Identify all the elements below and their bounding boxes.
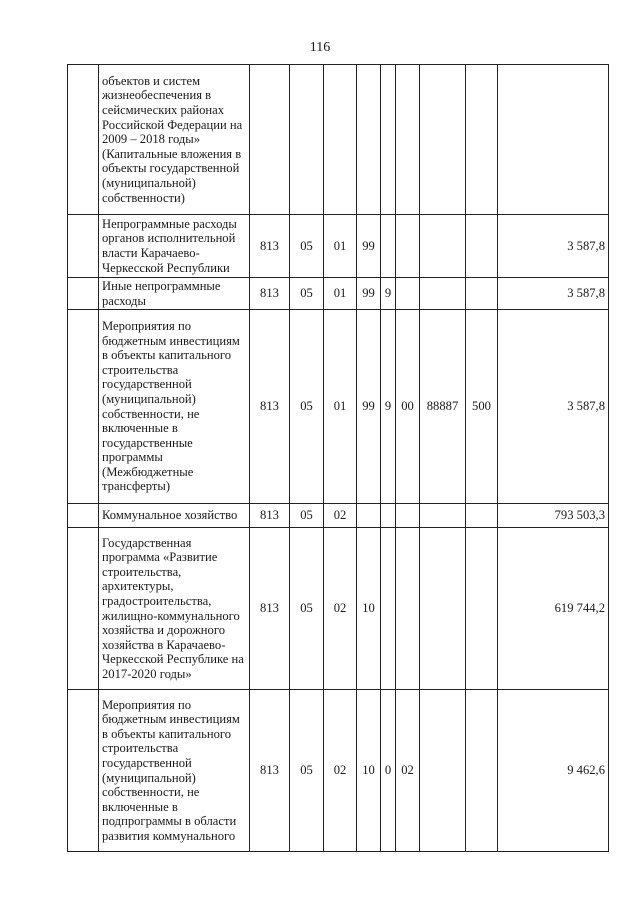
table-row <box>68 690 609 852</box>
expense-type-cell <box>466 65 498 215</box>
program-type-cell: 0 <box>381 690 396 852</box>
row-number-cell <box>68 65 99 215</box>
direction-code-cell: 88887 <box>420 310 466 504</box>
section-code-cell: 05 <box>290 278 324 310</box>
expense-type-cell <box>466 215 498 278</box>
item-name-cell: Государственная программа «Развитие строительства, архитектуры, градостроительства, жилищно-коммунального хозяйства и дорожного хозяйства в Карачаево-Черкесской Республике на 2017-2020 годы» <box>99 528 250 690</box>
row-number-cell <box>68 690 99 852</box>
program-type-cell <box>381 65 396 215</box>
subsection-code-cell: 01 <box>324 310 357 504</box>
program-type-cell <box>381 504 396 528</box>
subsection-code-cell: 01 <box>324 278 357 310</box>
row-number-cell <box>68 278 99 310</box>
item-name-cell: Мероприятия по бюджетным инвестициям в объекты капитального строительства государственной (муниципальной) собственности, не включенные в подпрограммы в области развития коммунального <box>99 690 250 852</box>
section-code-cell <box>290 65 324 215</box>
table-row <box>68 278 609 310</box>
ved-code-cell: 813 <box>250 690 290 852</box>
direction-code-cell <box>420 528 466 690</box>
program-code-cell <box>357 504 381 528</box>
program-code-cell: 99 <box>357 310 381 504</box>
row-number-cell <box>68 215 99 278</box>
expense-type-cell: 500 <box>466 310 498 504</box>
program-type-cell: 9 <box>381 278 396 310</box>
ved-code-cell: 813 <box>250 310 290 504</box>
direction-code-cell <box>420 65 466 215</box>
program-type-cell: 9 <box>381 310 396 504</box>
ved-code-cell: 813 <box>250 215 290 278</box>
ved-code-cell <box>250 65 290 215</box>
section-code-cell: 05 <box>290 690 324 852</box>
program-code-cell: 99 <box>357 215 381 278</box>
table-row <box>68 504 609 528</box>
expense-type-cell <box>466 504 498 528</box>
subprogram-code-cell <box>396 278 420 310</box>
subsection-code-cell: 02 <box>324 504 357 528</box>
amount-cell <box>498 65 609 215</box>
subprogram-code-cell: 02 <box>396 690 420 852</box>
page-number: 116 <box>309 40 331 55</box>
row-number-cell <box>68 528 99 690</box>
direction-code-cell <box>420 278 466 310</box>
item-name-cell: Непрограммные расходы органов исполнительной власти Карачаево-Черкесской Республики <box>99 215 250 278</box>
subsection-code-cell: 02 <box>324 528 357 690</box>
subprogram-code-cell <box>396 65 420 215</box>
amount-cell: 3 587,8 <box>498 215 609 278</box>
budget-table <box>67 64 609 852</box>
amount-cell: 793 503,3 <box>498 504 609 528</box>
program-code-cell: 99 <box>357 278 381 310</box>
subprogram-code-cell <box>396 528 420 690</box>
table-row <box>68 215 609 278</box>
table-row <box>68 528 609 690</box>
ved-code-cell: 813 <box>250 528 290 690</box>
amount-cell: 619 744,2 <box>498 528 609 690</box>
section-code-cell: 05 <box>290 504 324 528</box>
ved-code-cell: 813 <box>250 278 290 310</box>
program-code-cell <box>357 65 381 215</box>
direction-code-cell <box>420 504 466 528</box>
direction-code-cell <box>420 215 466 278</box>
section-code-cell: 05 <box>290 215 324 278</box>
ved-code-cell: 813 <box>250 504 290 528</box>
table-row <box>68 65 609 215</box>
subprogram-code-cell <box>396 504 420 528</box>
item-name-cell: Иные непрограммные расходы <box>99 278 250 310</box>
section-code-cell: 05 <box>290 310 324 504</box>
expense-type-cell <box>466 690 498 852</box>
amount-cell: 3 587,8 <box>498 278 609 310</box>
subsection-code-cell: 01 <box>324 215 357 278</box>
expense-type-cell <box>466 278 498 310</box>
row-number-cell <box>68 504 99 528</box>
section-code-cell: 05 <box>290 528 324 690</box>
row-number-cell <box>68 310 99 504</box>
program-type-cell <box>381 215 396 278</box>
item-name-cell: Коммунальное хозяйство <box>99 504 250 528</box>
expense-type-cell <box>466 528 498 690</box>
subsection-code-cell: 02 <box>324 690 357 852</box>
item-name-cell: объектов и систем жизнеобеспечения в сейсмических районах Российской Федерации на 2009 – 2018 годы» (Капитальные вложения в объекты государственной (муниципальной) собственности) <box>99 65 250 215</box>
subprogram-code-cell: 00 <box>396 310 420 504</box>
amount-cell: 9 462,6 <box>498 690 609 852</box>
subsection-code-cell <box>324 65 357 215</box>
item-name-cell: Мероприятия по бюджетным инвестициям в объекты капитального строительства государственной (муниципальной) собственности, не включенные в государственные программы (Межбюджетные трансферты) <box>99 310 250 504</box>
program-code-cell: 10 <box>357 528 381 690</box>
table-row <box>68 310 609 504</box>
amount-cell: 3 587,8 <box>498 310 609 504</box>
program-code-cell: 10 <box>357 690 381 852</box>
subprogram-code-cell <box>396 215 420 278</box>
program-type-cell <box>381 528 396 690</box>
direction-code-cell <box>420 690 466 852</box>
